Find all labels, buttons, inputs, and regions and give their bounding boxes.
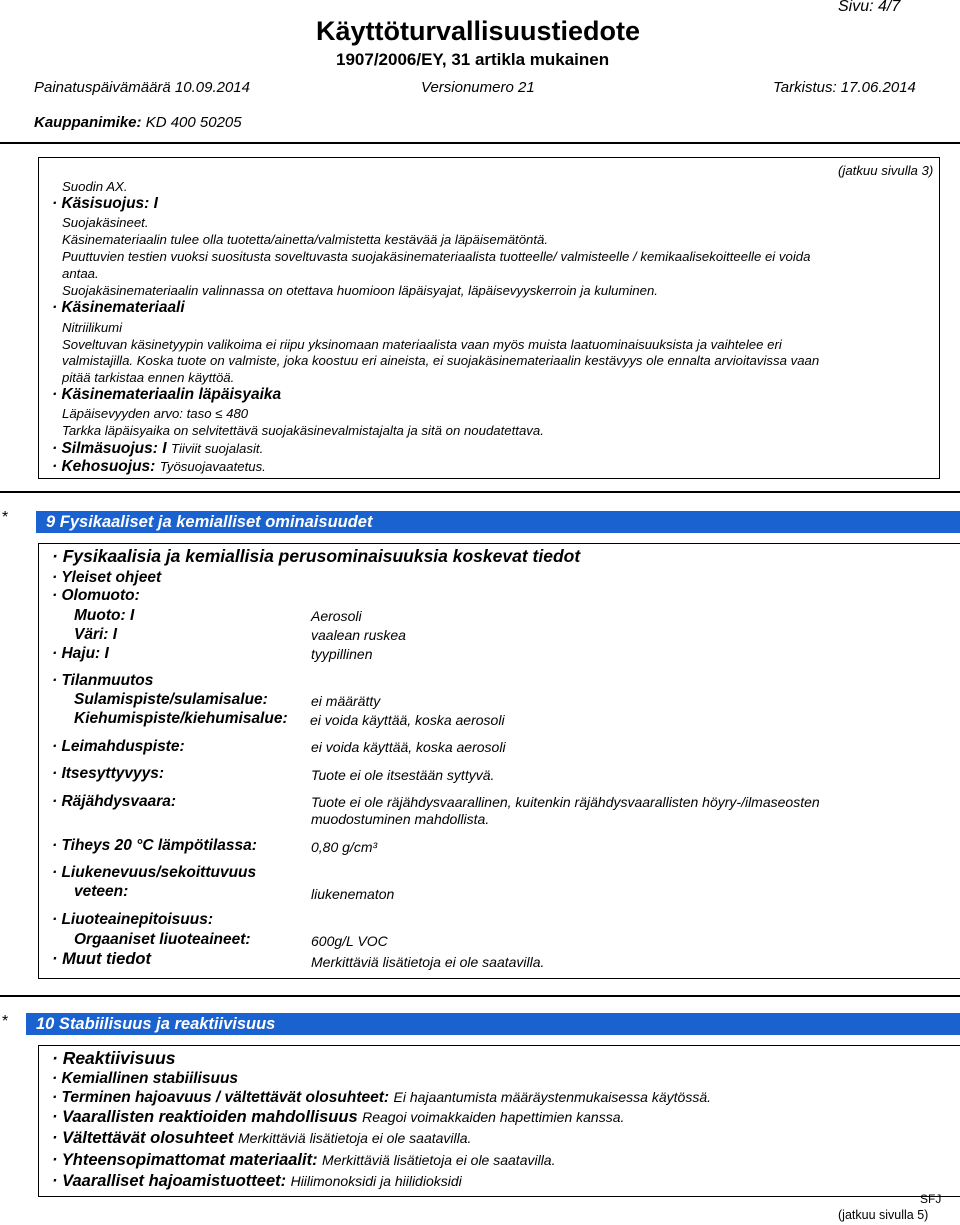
odour-label: · Haju: I (52, 645, 109, 662)
other-info-label: · Muut tiedot (52, 950, 151, 968)
header-divider (0, 142, 960, 144)
continued-on: (jatkuu sivulla 5) (838, 1208, 929, 1222)
body-protection-value: Työsuojavaatetus. (159, 459, 266, 474)
section-10-title: 10 Stabiilisuus ja reaktiivisuus (36, 1015, 276, 1033)
print-date: Painatuspäivämäärä 10.09.2014 (34, 79, 250, 96)
organic-solvents-label: Orgaaniset liuoteaineet: (74, 931, 251, 948)
review-date: Tarkistus: 17.06.2014 (773, 79, 916, 96)
glove-line-2: Puuttuvien testien vuoksi suositusta soveltuvasta suojakäsinemateriaalista tuotteelle/ valmisteelle / kemikaalisekoitteelle ei voida (62, 249, 811, 264)
state-change-label: · Tilanmuutos (52, 672, 154, 689)
self-ignition-label: · Itsesyttyvyys: (52, 765, 165, 782)
continued-from: (jatkuu sivulla 3) (838, 163, 934, 178)
solubility-label-2: veteen: (74, 883, 129, 900)
version-number: Versionumero 21 (421, 79, 535, 96)
form-label: Muoto: I (74, 607, 135, 624)
basic-properties-heading: · Fysikaalisia ja kemiallisia perusominaisuuksia koskevat tiedot (52, 546, 581, 566)
explosion-hazard-label: · Räjähdysvaara: (52, 793, 177, 810)
penetration-value: Läpäisevyyden arvo: taso ≤ 480 (62, 406, 249, 421)
explosion-hazard-value-2: muodostuminen mahdollista. (311, 811, 490, 827)
hazardous-reactions-label: · Vaarallisten reaktioiden mahdollisuus (52, 1108, 358, 1126)
glove-material-value: Nitriilikumi (62, 320, 123, 335)
solvent-content-label: · Liuoteainepitoisuus: (52, 911, 214, 928)
density-value: 0,80 g/cm³ (311, 839, 378, 855)
melting-point-label: Sulamispiste/sulamisalue: (74, 691, 268, 708)
chemical-stability-label: · Kemiallinen stabiilisuus (52, 1070, 239, 1087)
eye-protection-label: · Silmäsuojus: I (52, 440, 167, 457)
explosion-hazard-value-1: Tuote ei ole räjähdysvaarallinen, kuitenkin räjähdysvaarallisten höyry-/ilmaseosten (311, 794, 820, 810)
hazardous-decomposition (52, 1172, 462, 1191)
general-info-label: · Yleiset ohjeet (52, 569, 162, 586)
material-line-2: valmistajilla. Koska tuote on valmiste, joka koostuu eri aineista, ei suojakäsinemateriaalin kestävyys ole ennalta arvioitavissa vaan (62, 353, 820, 368)
reactivity-label: · Reaktiivisuus (52, 1048, 176, 1068)
document-subtitle: 1907/2006/EY, 31 artikla mukainen (336, 50, 610, 69)
solubility-value: liukenematon (311, 886, 395, 902)
section-9-divider (0, 491, 960, 493)
incompatible-materials (52, 1151, 556, 1170)
form-value: Aerosoli (311, 608, 362, 624)
hazardous-reactions (52, 1108, 624, 1127)
trade-name-label: Kauppanimike: (34, 114, 142, 131)
hazardous-reactions-value: Reagoi voimakkaiden hapettimien kanssa. (362, 1109, 625, 1125)
gloves-text: Suojakäsineet. (62, 215, 149, 230)
trade-name (34, 114, 242, 131)
colour-label: Väri: I (74, 626, 118, 643)
thermal-decomposition (52, 1089, 711, 1107)
penetration-text: Tarkka läpäisyaika on selvitettävä suojakäsinevalmistajalta ja sitä on noudatettava. (62, 423, 544, 438)
other-info-value: Merkittäviä lisätietoja ei ole saatavilla. (311, 954, 545, 970)
conditions-to-avoid (52, 1129, 471, 1148)
hazardous-decomposition-label: · Vaaralliset hajoamistuotteet: (52, 1172, 287, 1190)
density-label: · Tiheys 20 °C lämpötilassa: (52, 837, 257, 854)
glove-line-1: Käsinemateriaalin tulee olla tuotetta/ainetta/valmistetta kestävää ja läpäisemätöntä. (62, 232, 549, 247)
body-protection (52, 458, 266, 476)
hand-protection-label: · Käsisuojus: I (52, 195, 158, 212)
trade-name-value: KD 400 50205 (145, 114, 242, 131)
page-number: Sivu: 4/7 (838, 0, 901, 15)
footer-code: SFJ (920, 1192, 942, 1206)
glove-line-3: antaa. (62, 266, 99, 281)
boiling-point-label: Kiehumispiste/kiehumisalue: (74, 710, 288, 727)
section-9-title-bar (36, 511, 960, 533)
document-title: Käyttöturvallisuustiedote (316, 16, 641, 46)
incompatible-materials-label: · Yhteensopimattomat materiaalit: (52, 1151, 318, 1169)
self-ignition-value: Tuote ei ole itsestään syttyvä. (311, 767, 495, 783)
eye-protection (52, 440, 263, 458)
appearance-label: · Olomuoto: (52, 587, 140, 604)
melting-point-value: ei määrätty (311, 693, 381, 709)
solubility-label-1: · Liukenevuus/sekoittuvuus (52, 864, 257, 881)
thermal-decomposition-label: · Terminen hajoavuus / vältettävät olosuhteet: (52, 1089, 390, 1106)
section-10-revision-mark: * (2, 1013, 9, 1030)
thermal-decomposition-value: Ei hajaantumista määräystenmukaisessa käytössä. (393, 1089, 711, 1105)
glove-line-4: Suojakäsinemateriaalin valinnassa on otettava huomioon läpäisyajat, läpäisevyyskerroin ja kuluminen. (62, 283, 658, 298)
material-line-1: Soveltuvan käsinetyypin valikoima ei riipu yksinomaan materiaalista vaan myös muista laatuominaisuuksista ja vaihtelee eri (62, 337, 782, 352)
hazardous-decomposition-value: Hiilimonoksidi ja hiilidioksidi (290, 1173, 462, 1189)
filter-text: Suodin AX. (62, 179, 128, 194)
section-9-title: 9 Fysikaaliset ja kemialliset ominaisuudet (46, 513, 373, 531)
incompatible-materials-value: Merkittäviä lisätietoja ei ole saatavilla. (322, 1152, 556, 1168)
organic-solvents-value: 600g/L VOC (311, 933, 388, 949)
flash-point-label: · Leimahduspiste: (52, 738, 185, 755)
section-10-divider (0, 995, 960, 997)
section-10-title-bar (26, 1013, 960, 1035)
odour-value: tyypillinen (311, 646, 373, 662)
eye-protection-value: Tiiviit suojalasit. (171, 441, 264, 456)
body-protection-label: · Kehosuojus: (52, 458, 156, 475)
boiling-point-value: ei voida käyttää, koska aerosoli (310, 712, 505, 728)
glove-material-label: · Käsinemateriaali (52, 299, 185, 316)
material-line-3: pitää tarkistaa ennen käyttöä. (62, 370, 235, 385)
penetration-time-label: · Käsinemateriaalin läpäisyaika (52, 386, 282, 403)
conditions-to-avoid-label: · Vältettävät olosuhteet (52, 1129, 234, 1147)
conditions-to-avoid-value: Merkittäviä lisätietoja ei ole saatavilla. (238, 1130, 472, 1146)
flash-point-value: ei voida käyttää, koska aerosoli (311, 739, 506, 755)
colour-value: vaalean ruskea (311, 627, 406, 643)
section-9-revision-mark: * (2, 509, 9, 526)
